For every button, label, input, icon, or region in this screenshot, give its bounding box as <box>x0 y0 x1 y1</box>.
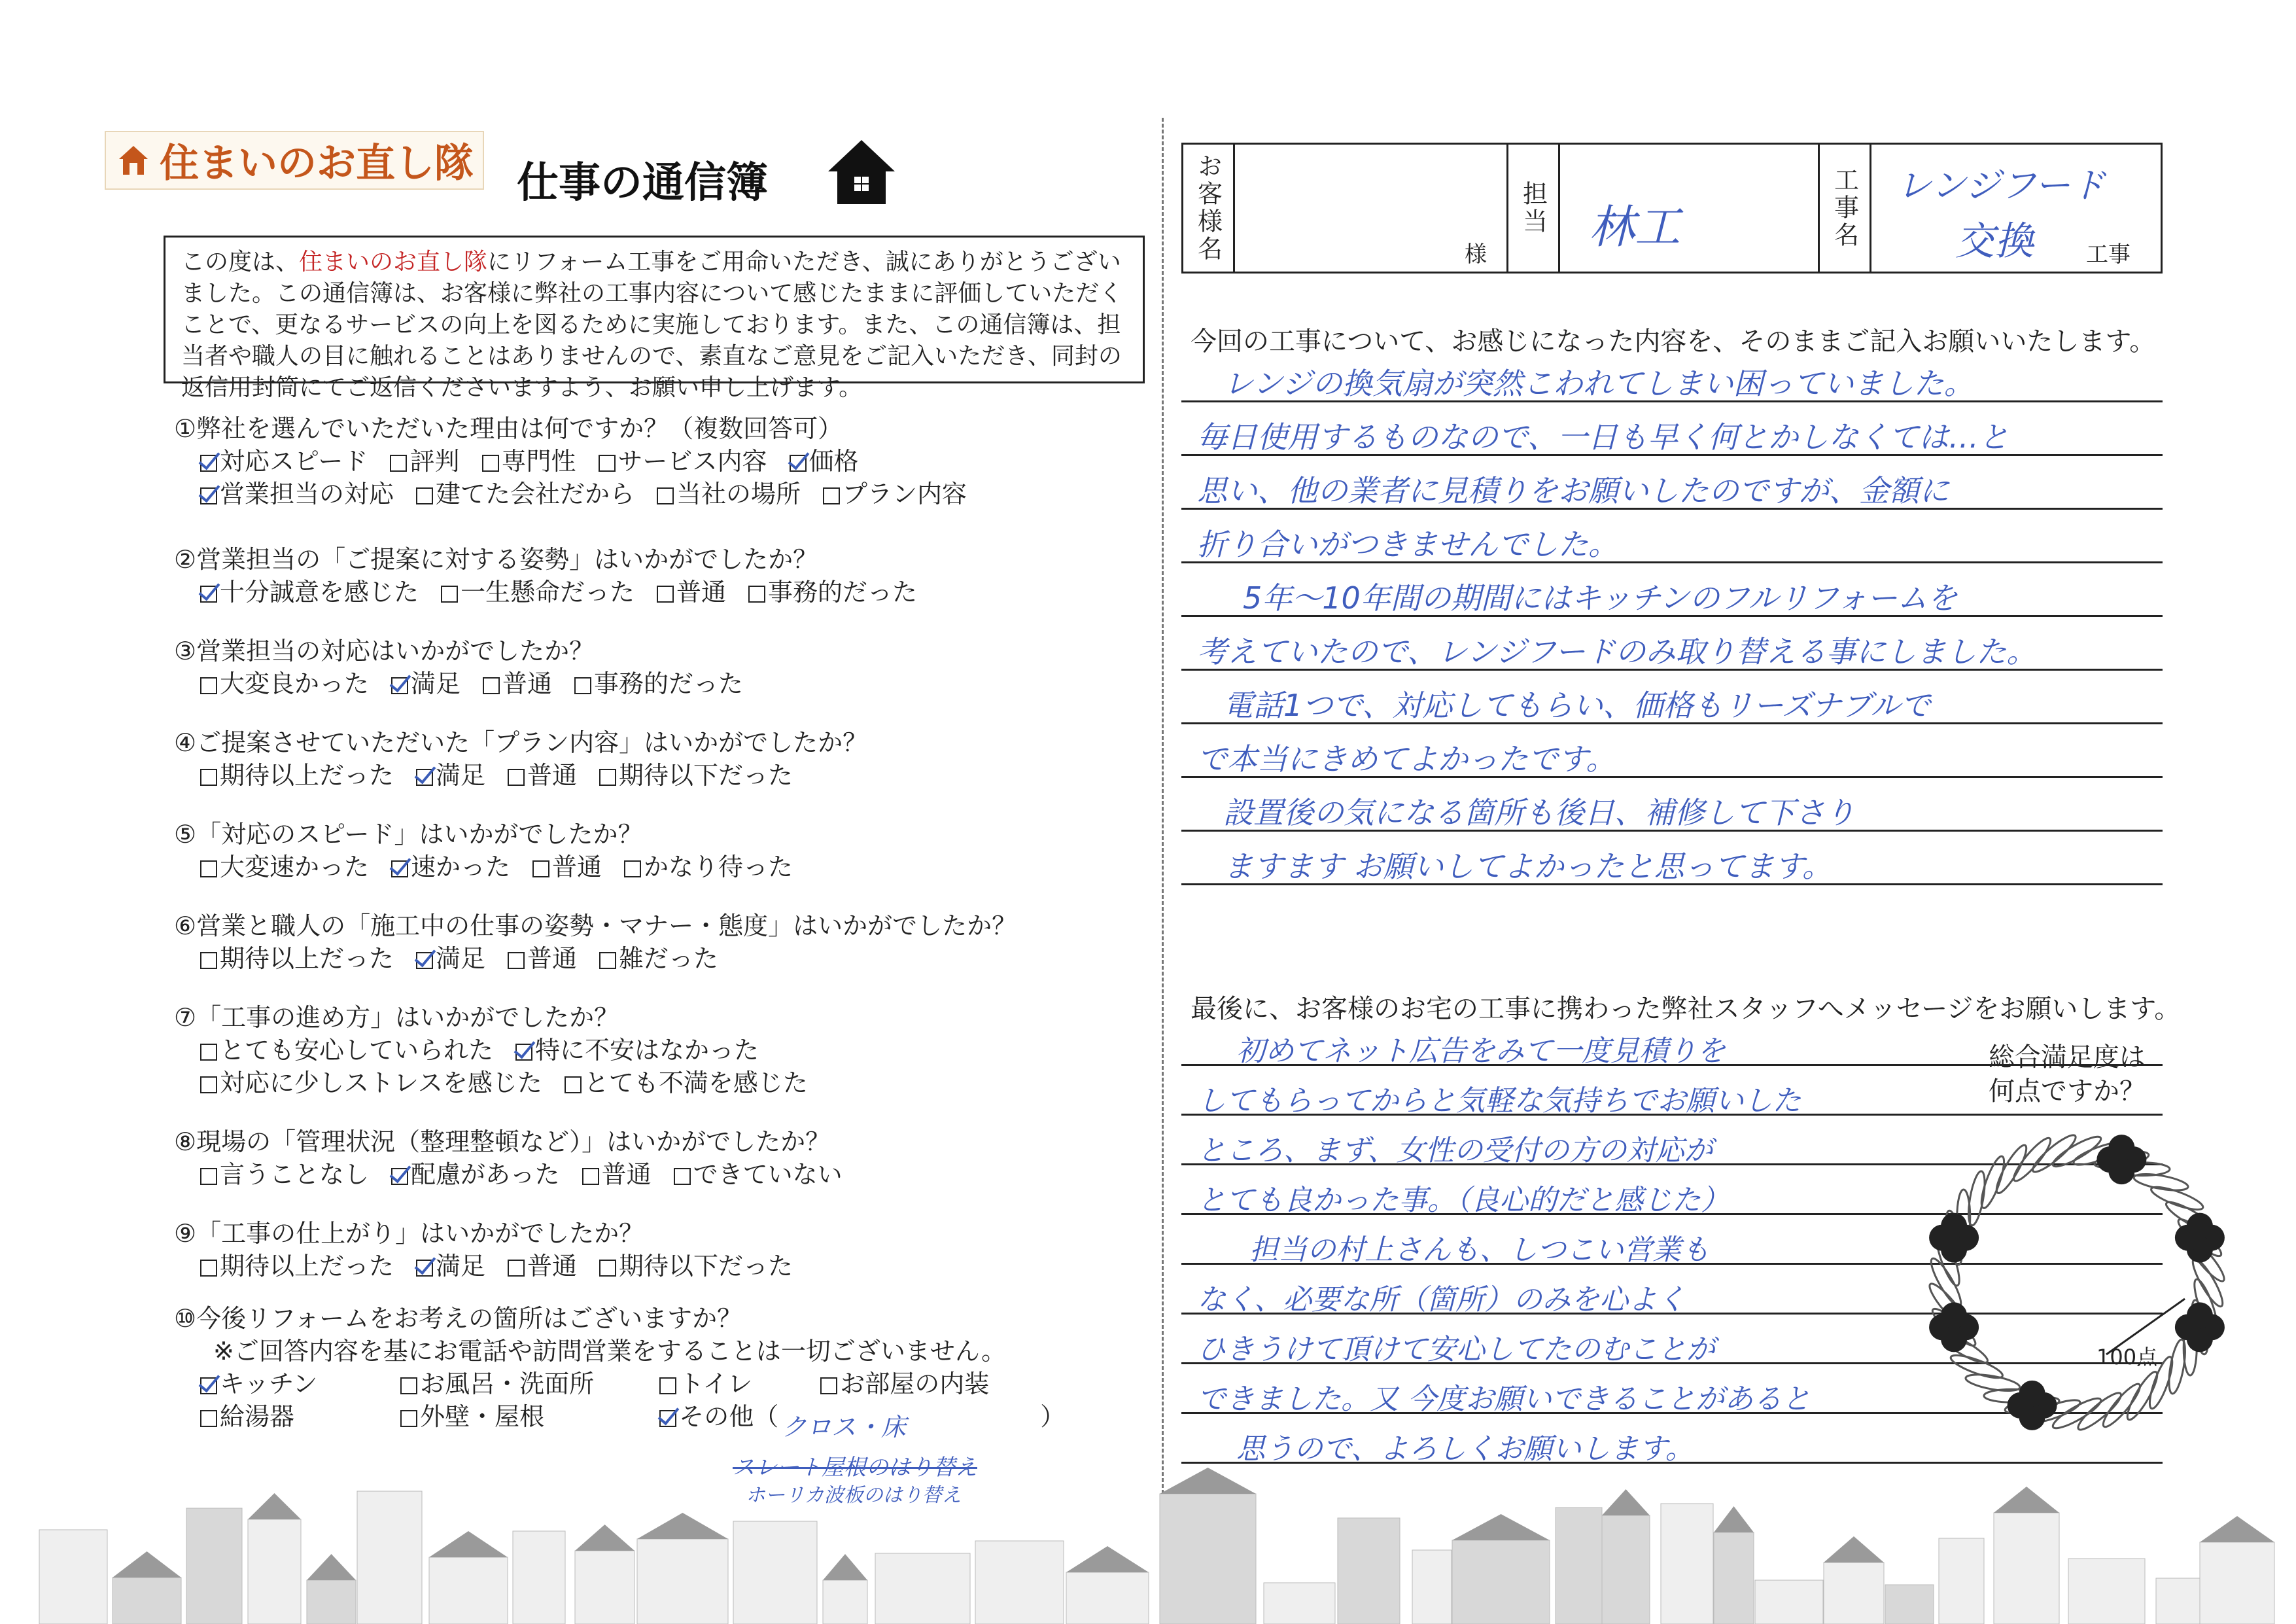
question-6 <box>174 909 1142 975</box>
work-name-label: 工事名 <box>1820 145 1871 272</box>
checkbox[interactable] <box>391 860 408 877</box>
question-title: ⑥営業と職人の「施工中の仕事の姿勢・マナー・態度」はいかがでしたか？ <box>174 911 1017 940</box>
checkbox[interactable] <box>659 1410 676 1427</box>
option-row <box>174 1400 1142 1433</box>
checkbox[interactable] <box>200 1260 217 1277</box>
question-9 <box>174 1217 1142 1282</box>
handwritten-line: 思い、他の業者に見積りをお願いしたのですが、金額に <box>1197 473 1949 508</box>
handwritten-line: できました。又 今度お願いできることがあると <box>1197 1383 1811 1416</box>
checkbox[interactable] <box>200 1377 217 1394</box>
checkbox[interactable] <box>416 1260 433 1277</box>
option[interactable]: 特に不安はなかった <box>515 1034 759 1067</box>
customer-suffix: 様 <box>1465 241 1487 268</box>
option[interactable]: サービス内容 <box>599 445 767 478</box>
option-row <box>174 942 1142 975</box>
option[interactable]: 満足 <box>391 667 461 700</box>
checkbox[interactable] <box>400 1410 417 1427</box>
checkbox[interactable] <box>200 455 217 472</box>
option[interactable]: 一生懸命だった <box>441 576 635 609</box>
house-icon <box>826 136 897 208</box>
option[interactable]: 普通 <box>532 851 602 883</box>
option[interactable]: 事務的だった <box>574 667 743 700</box>
company-logo <box>105 131 484 190</box>
handwritten-line: 初めてネット広告をみて一度見積りを <box>1236 1034 1726 1068</box>
option-row <box>174 1034 1142 1067</box>
option[interactable]: お風呂・洗面所 <box>400 1368 629 1400</box>
question-title: ②営業担当の「ご提案に対する姿勢」はいかがでしたか？ <box>174 545 818 574</box>
option[interactable]: 普通 <box>508 759 577 792</box>
checkbox[interactable] <box>200 1410 217 1427</box>
handwritten-line: してもらってからと気軽な気持ちでお願いした <box>1197 1084 1801 1118</box>
option[interactable]: 期待以上だった <box>200 942 394 975</box>
checkbox[interactable] <box>582 1168 599 1185</box>
checkbox[interactable] <box>599 769 616 786</box>
handwritten-line: 5年〜10年間の期間にはキッチンのフルリフォームを <box>1243 580 1958 616</box>
option[interactable]: 外壁・屋根 <box>400 1400 629 1433</box>
option-row <box>174 851 1142 883</box>
option[interactable]: 大変良かった <box>200 667 369 700</box>
checkbox[interactable] <box>200 860 217 877</box>
checkbox[interactable] <box>391 1168 408 1185</box>
checkbox[interactable] <box>416 952 433 969</box>
option[interactable]: 期待以上だった <box>200 1250 394 1282</box>
option[interactable]: プラン内容 <box>823 478 967 510</box>
checkbox[interactable] <box>515 1044 532 1061</box>
checkbox[interactable] <box>200 586 217 603</box>
handwritten-line: ところ、まず、女性の受付の方の対応が <box>1197 1134 1713 1167</box>
option[interactable]: 満足 <box>416 1250 485 1282</box>
option[interactable]: お部屋の内装 <box>820 1368 989 1400</box>
option[interactable]: トイレ <box>659 1368 790 1400</box>
checkbox[interactable] <box>400 1377 417 1394</box>
option[interactable]: 言うことなし <box>200 1158 369 1191</box>
intro-text-before: この度は、 <box>181 249 300 275</box>
option[interactable]: 給湯器 <box>200 1400 370 1433</box>
checkbox[interactable] <box>200 1044 217 1061</box>
question-title: ⑧現場の「管理状況（整理整頓など）」はいかがでしたか？ <box>174 1127 831 1156</box>
checkbox[interactable] <box>532 860 549 877</box>
option[interactable]: 普通 <box>582 1158 652 1191</box>
checkbox[interactable] <box>483 677 500 694</box>
checkbox[interactable] <box>624 860 641 877</box>
checkbox[interactable] <box>599 1260 616 1277</box>
checkbox[interactable] <box>200 487 217 504</box>
customer-name-label: お客様名 <box>1183 145 1235 272</box>
question-4 <box>174 726 1142 792</box>
option[interactable]: 事務的だった <box>748 576 917 609</box>
work-suffix: 工事 <box>2086 241 2131 268</box>
page-divider <box>1162 118 1164 1511</box>
question-title: ⑨「工事の仕上がり」はいかがでしたか？ <box>174 1219 644 1248</box>
info-table <box>1181 143 2163 274</box>
feedback-instruction: 今回の工事について、お感じになった内容を、そのままご記入お願いいたします。 <box>1191 327 2156 357</box>
option-row <box>174 1067 1142 1099</box>
intro-box <box>164 236 1145 401</box>
option[interactable]: キッチン <box>200 1368 370 1400</box>
handwritten-line: 思うので、よろしくお願いします。 <box>1236 1432 1694 1466</box>
work-value-1[interactable]: レンジフード <box>1896 165 2106 206</box>
question-title: ⑤「対応のスピード」はいかがでしたか？ <box>174 820 643 849</box>
other-value: クロス・床 <box>782 1413 907 1441</box>
option[interactable]: 営業担当の対応 <box>200 478 394 510</box>
question-2 <box>174 543 1142 609</box>
page-title: 仕事の通信簿 <box>517 159 768 207</box>
handwritten-line: 設置後の気になる箇所も後日、補修して下さり <box>1223 795 1855 830</box>
handwritten-line: とても良かった事。（良心的だと感じた） <box>1197 1184 1730 1217</box>
handwritten-line: ますます お願いしてよかったと思ってます。 <box>1223 849 1832 884</box>
checkbox[interactable] <box>565 1076 582 1093</box>
other-note-2: ホーリカ波板のはり替え <box>746 1484 962 1507</box>
logo-house-icon <box>116 143 150 177</box>
checkbox[interactable] <box>599 455 616 472</box>
option-row <box>174 576 1142 609</box>
option[interactable]: 建てた会社だから <box>416 478 635 510</box>
checkbox[interactable] <box>391 677 408 694</box>
other-close: ） <box>1040 1402 1066 1431</box>
option[interactable]: とても不満を感じた <box>565 1067 808 1099</box>
option[interactable]: 評判 <box>390 445 459 478</box>
question-title: ④ご提案させていただいた「プラン内容」はいかがでしたか？ <box>174 728 868 757</box>
option-row <box>174 667 1142 700</box>
checkbox[interactable] <box>508 952 525 969</box>
checkbox[interactable] <box>790 455 807 472</box>
checkbox[interactable] <box>657 586 674 603</box>
option-row <box>174 1158 1142 1191</box>
option[interactable]: 配慮があった <box>391 1158 560 1191</box>
question-3 <box>174 635 1142 700</box>
logo-text: 住まいのお直し隊 <box>160 141 474 186</box>
option[interactable]: 普通 <box>508 942 577 975</box>
handwritten-line: 電話1つで、対応してもらい、価格もリーズナブルで <box>1223 688 1931 723</box>
wreath-icon <box>1904 1112 2250 1453</box>
townscape-decoration <box>0 1459 2296 1624</box>
checkbox[interactable] <box>200 677 217 694</box>
option[interactable]: 満足 <box>416 942 485 975</box>
option-row <box>174 759 1142 792</box>
question-10 <box>174 1302 1142 1433</box>
checkbox[interactable] <box>416 487 433 504</box>
question-8 <box>174 1125 1142 1191</box>
checkbox[interactable] <box>441 586 458 603</box>
checkbox[interactable] <box>200 1168 217 1185</box>
checkbox[interactable] <box>508 1260 525 1277</box>
option[interactable]: 対応スピード <box>200 445 368 478</box>
question-7 <box>174 1001 1142 1099</box>
message-instruction: 最後に、お客様のお宅の工事に携わった弊社スタッフへメッセージをお願いします。 <box>1191 994 2181 1024</box>
option[interactable]: 対応に少しストレスを感じた <box>200 1067 542 1099</box>
option[interactable]: 速かった <box>391 851 510 883</box>
staff-label: 担当 <box>1508 145 1560 272</box>
checkbox[interactable] <box>674 1168 691 1185</box>
handwritten-line: なく、必要な所（箇所）のみを心よく <box>1197 1283 1686 1316</box>
checkbox[interactable] <box>390 455 407 472</box>
option-row <box>174 478 1142 510</box>
handwritten-line: で本当にきめてよかったです。 <box>1197 741 1616 777</box>
work-value-2[interactable]: 交換 <box>1955 219 2034 264</box>
option[interactable]: かなり待った <box>624 851 793 883</box>
question-note: ※ご回答内容を基にお電話や訪問営業をすることは一切ございません。 <box>213 1337 1007 1366</box>
checkbox[interactable] <box>416 769 433 786</box>
option[interactable]: 普通 <box>657 576 726 609</box>
question-title: ①弊社を選んでいただいた理由は何ですか？（複数回答可） <box>174 414 843 443</box>
handwritten-line: レンジの換気扇が突然こわれてしまい困っていました。 <box>1223 366 1974 401</box>
satisfaction-max: 100点 <box>2096 1345 2158 1369</box>
checkbox[interactable] <box>599 952 616 969</box>
question-title: ③営業担当の対応はいかがでしたか？ <box>174 637 595 665</box>
question-1 <box>174 412 1142 510</box>
option-row <box>174 1250 1142 1282</box>
checkbox[interactable] <box>482 455 499 472</box>
option[interactable]: 期待以上だった <box>200 759 394 792</box>
satisfaction-question: 総合満足度は 何点ですか？ <box>1989 1042 2146 1106</box>
option[interactable]: 雑だった <box>599 942 718 975</box>
staff-value[interactable]: 林工 <box>1589 200 1680 254</box>
checkbox[interactable] <box>508 769 525 786</box>
handwritten-line: ひきうけて頂けて安心してたのむことが <box>1197 1333 1715 1366</box>
option[interactable]: とても安心していられた <box>200 1034 493 1067</box>
option[interactable]: 普通 <box>508 1250 577 1282</box>
question-title: ⑦「工事の進め方」はいかがでしたか？ <box>174 1003 619 1032</box>
option[interactable]: その他（ <box>659 1400 778 1433</box>
option[interactable]: 満足 <box>416 759 485 792</box>
checkbox[interactable] <box>574 677 591 694</box>
handwritten-line: 折り合いがつきませんでした。 <box>1197 527 1618 562</box>
checkbox[interactable] <box>657 487 674 504</box>
intro-brand: 住まいのお直し隊 <box>299 249 488 275</box>
option[interactable]: 十分誠意を感じた <box>200 576 419 609</box>
question-5 <box>174 818 1142 883</box>
question-title: ⑩今後リフォームをお考えの箇所はございますか？ <box>174 1304 742 1333</box>
checkbox[interactable] <box>659 1377 676 1394</box>
option[interactable]: 専門性 <box>482 445 576 478</box>
option[interactable]: 期待以下だった <box>599 759 793 792</box>
handwritten-line: 考えていたので、レンジフードのみ取り替える事にしました。 <box>1197 634 2037 669</box>
other-note-1: スレート屋根のはり替え <box>733 1455 977 1481</box>
checkbox[interactable] <box>200 1076 217 1093</box>
option[interactable]: 普通 <box>483 667 552 700</box>
option-row <box>174 445 1142 478</box>
checkbox[interactable] <box>200 769 217 786</box>
option[interactable]: 当社の場所 <box>657 478 801 510</box>
checkbox[interactable] <box>820 1377 837 1394</box>
checkbox[interactable] <box>200 952 217 969</box>
option[interactable]: できていない <box>674 1158 843 1191</box>
handwritten-line: 毎日使用するものなので、一日も早く何とかしなくては…と <box>1197 419 2009 455</box>
checkbox[interactable] <box>748 586 765 603</box>
option-row <box>174 1368 1142 1400</box>
checkbox[interactable] <box>823 487 840 504</box>
option[interactable]: 期待以下だった <box>599 1250 793 1282</box>
option[interactable]: 価格 <box>790 445 859 478</box>
option[interactable]: 大変速かった <box>200 851 369 883</box>
intro-text-after: にリフォーム工事をご用命いただき、誠にありがとうございました。この通信簿は、お客様に弊社の工事内容について感じたままに評価していただくことで、更なるサービスの向上を図るために実施しております。また、この通信簿は、担当者や職人の目に触れることはありませんので、素直なご意見をご記入いただき、同封の返信用封筒にてご返信くださいますよう、お願い申し上げます。 <box>181 249 1123 401</box>
handwritten-line: 担当の村上さんも、しつこい営業も <box>1249 1233 1710 1267</box>
